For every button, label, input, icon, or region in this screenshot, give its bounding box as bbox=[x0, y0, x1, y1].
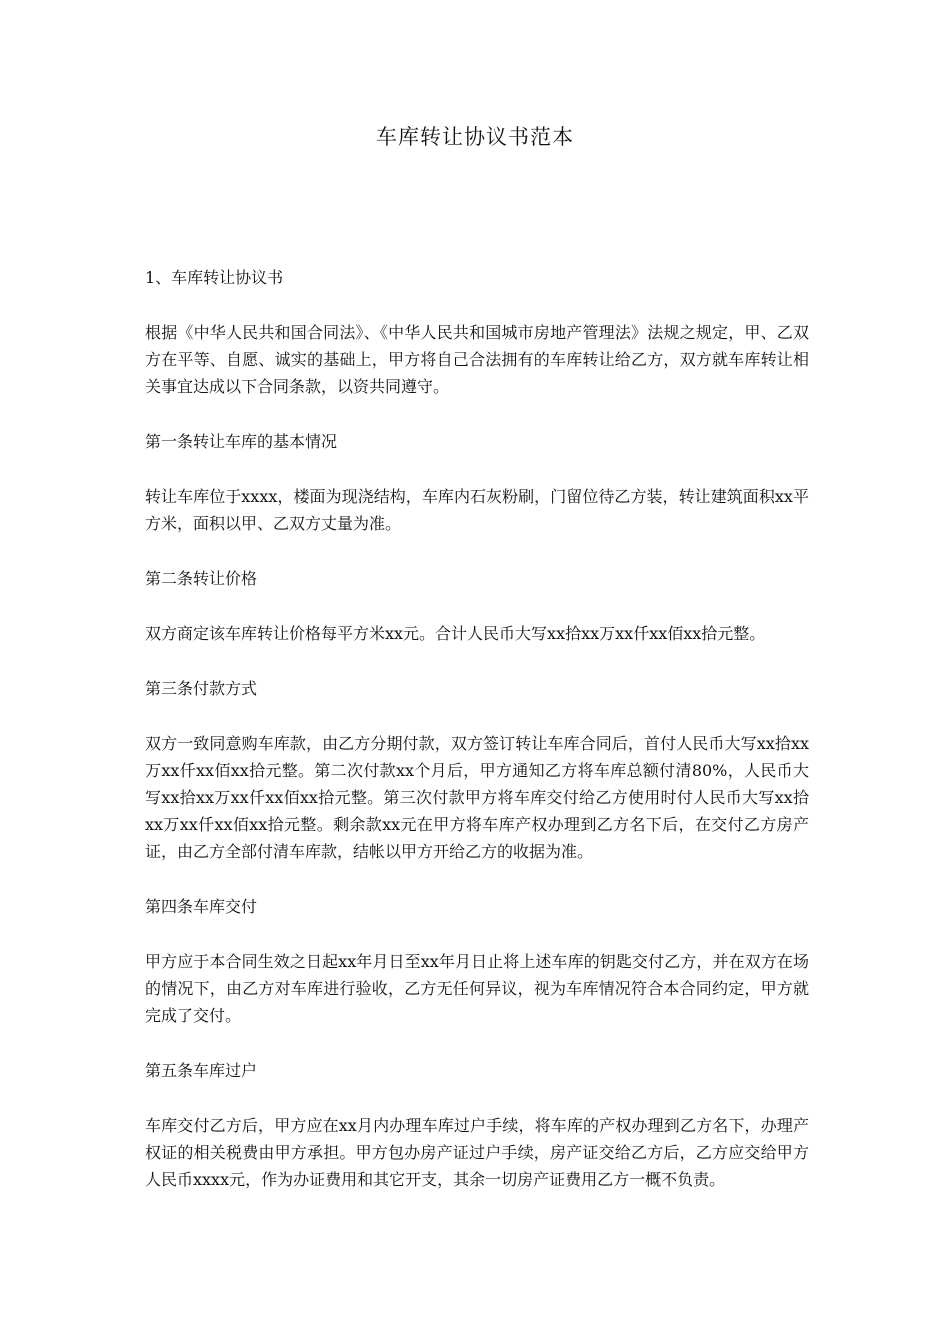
article-body: 双方一致同意购车库款，由乙方分期付款，双方签订转让车库合同后，首付人民币大写xx拾xx万xx仟xx佰xx拾元整。第二次付款xx个月后，甲方通知乙方将车库总额付清80%，人民币大写xx拾xx万xx仟xx佰xx拾元整。第三次付款甲方将车库交付给乙方使用时付人民币大写xx拾xx万xx仟xx佰xx拾元整。剩余款xx元在甲方将车库产权办理到乙方名下后，在交付乙方房产证，由乙方全部付清车库款，结帐以甲方开给乙方的收据为准。 bbox=[145, 734, 809, 861]
document-title: 车库转让协议书范本 bbox=[376, 125, 574, 149]
article-heading: 第一条转让车库的基本情况 bbox=[145, 432, 338, 451]
article-body: 双方商定该车库转让价格每平方米xx元。合计人民币大写xx拾xx万xx仟xx佰xx拾元整。 bbox=[145, 624, 766, 643]
document-body bbox=[145, 264, 809, 1221]
article-4 bbox=[145, 893, 809, 1029]
article-heading: 第二条转让价格 bbox=[145, 569, 258, 588]
article-5 bbox=[145, 1057, 809, 1193]
intro-paragraph: 根据《中华人民共和国合同法》、《中华人民共和国城市房地产管理法》法规之规定，甲、乙双方在平等、自愿、诚实的基础上，甲方将自己合法拥有的车库转让给乙方，双方就车库转让相关事宜达成以下合同条款，以资共同遵守。 bbox=[145, 323, 809, 396]
section-heading: 1、车库转让协议书 bbox=[145, 268, 284, 287]
article-1 bbox=[145, 428, 809, 537]
article-body: 转让车库位于xxxx，楼面为现浇结构，车库内石灰粉刷，门留位待乙方装，转让建筑面积xx平方米，面积以甲、乙双方丈量为准。 bbox=[145, 487, 809, 533]
article-body: 甲方应于本合同生效之日起xx年月日至xx年月日止将上述车库的钥匙交付乙方，并在双方在场的情况下，由乙方对车库进行验收，乙方无任何异议，视为车库情况符合本合同约定，甲方就完成了交付。 bbox=[145, 952, 809, 1025]
article-body: 车库交付乙方后，甲方应在xx月内办理车库过户手续，将车库的产权办理到乙方名下，办理产权证的相关税费由甲方承担。甲方包办房产证过户手续，房产证交给乙方后，乙方应交给甲方人民币xxxx元，作为办证费用和其它开支，其余一切房产证费用乙方一概不负责。 bbox=[145, 1116, 809, 1189]
article-heading: 第五条车库过户 bbox=[145, 1061, 258, 1080]
article-heading: 第四条车库交付 bbox=[145, 897, 258, 916]
article-heading: 第三条付款方式 bbox=[145, 679, 258, 698]
article-2 bbox=[145, 565, 809, 647]
article-3 bbox=[145, 675, 809, 865]
